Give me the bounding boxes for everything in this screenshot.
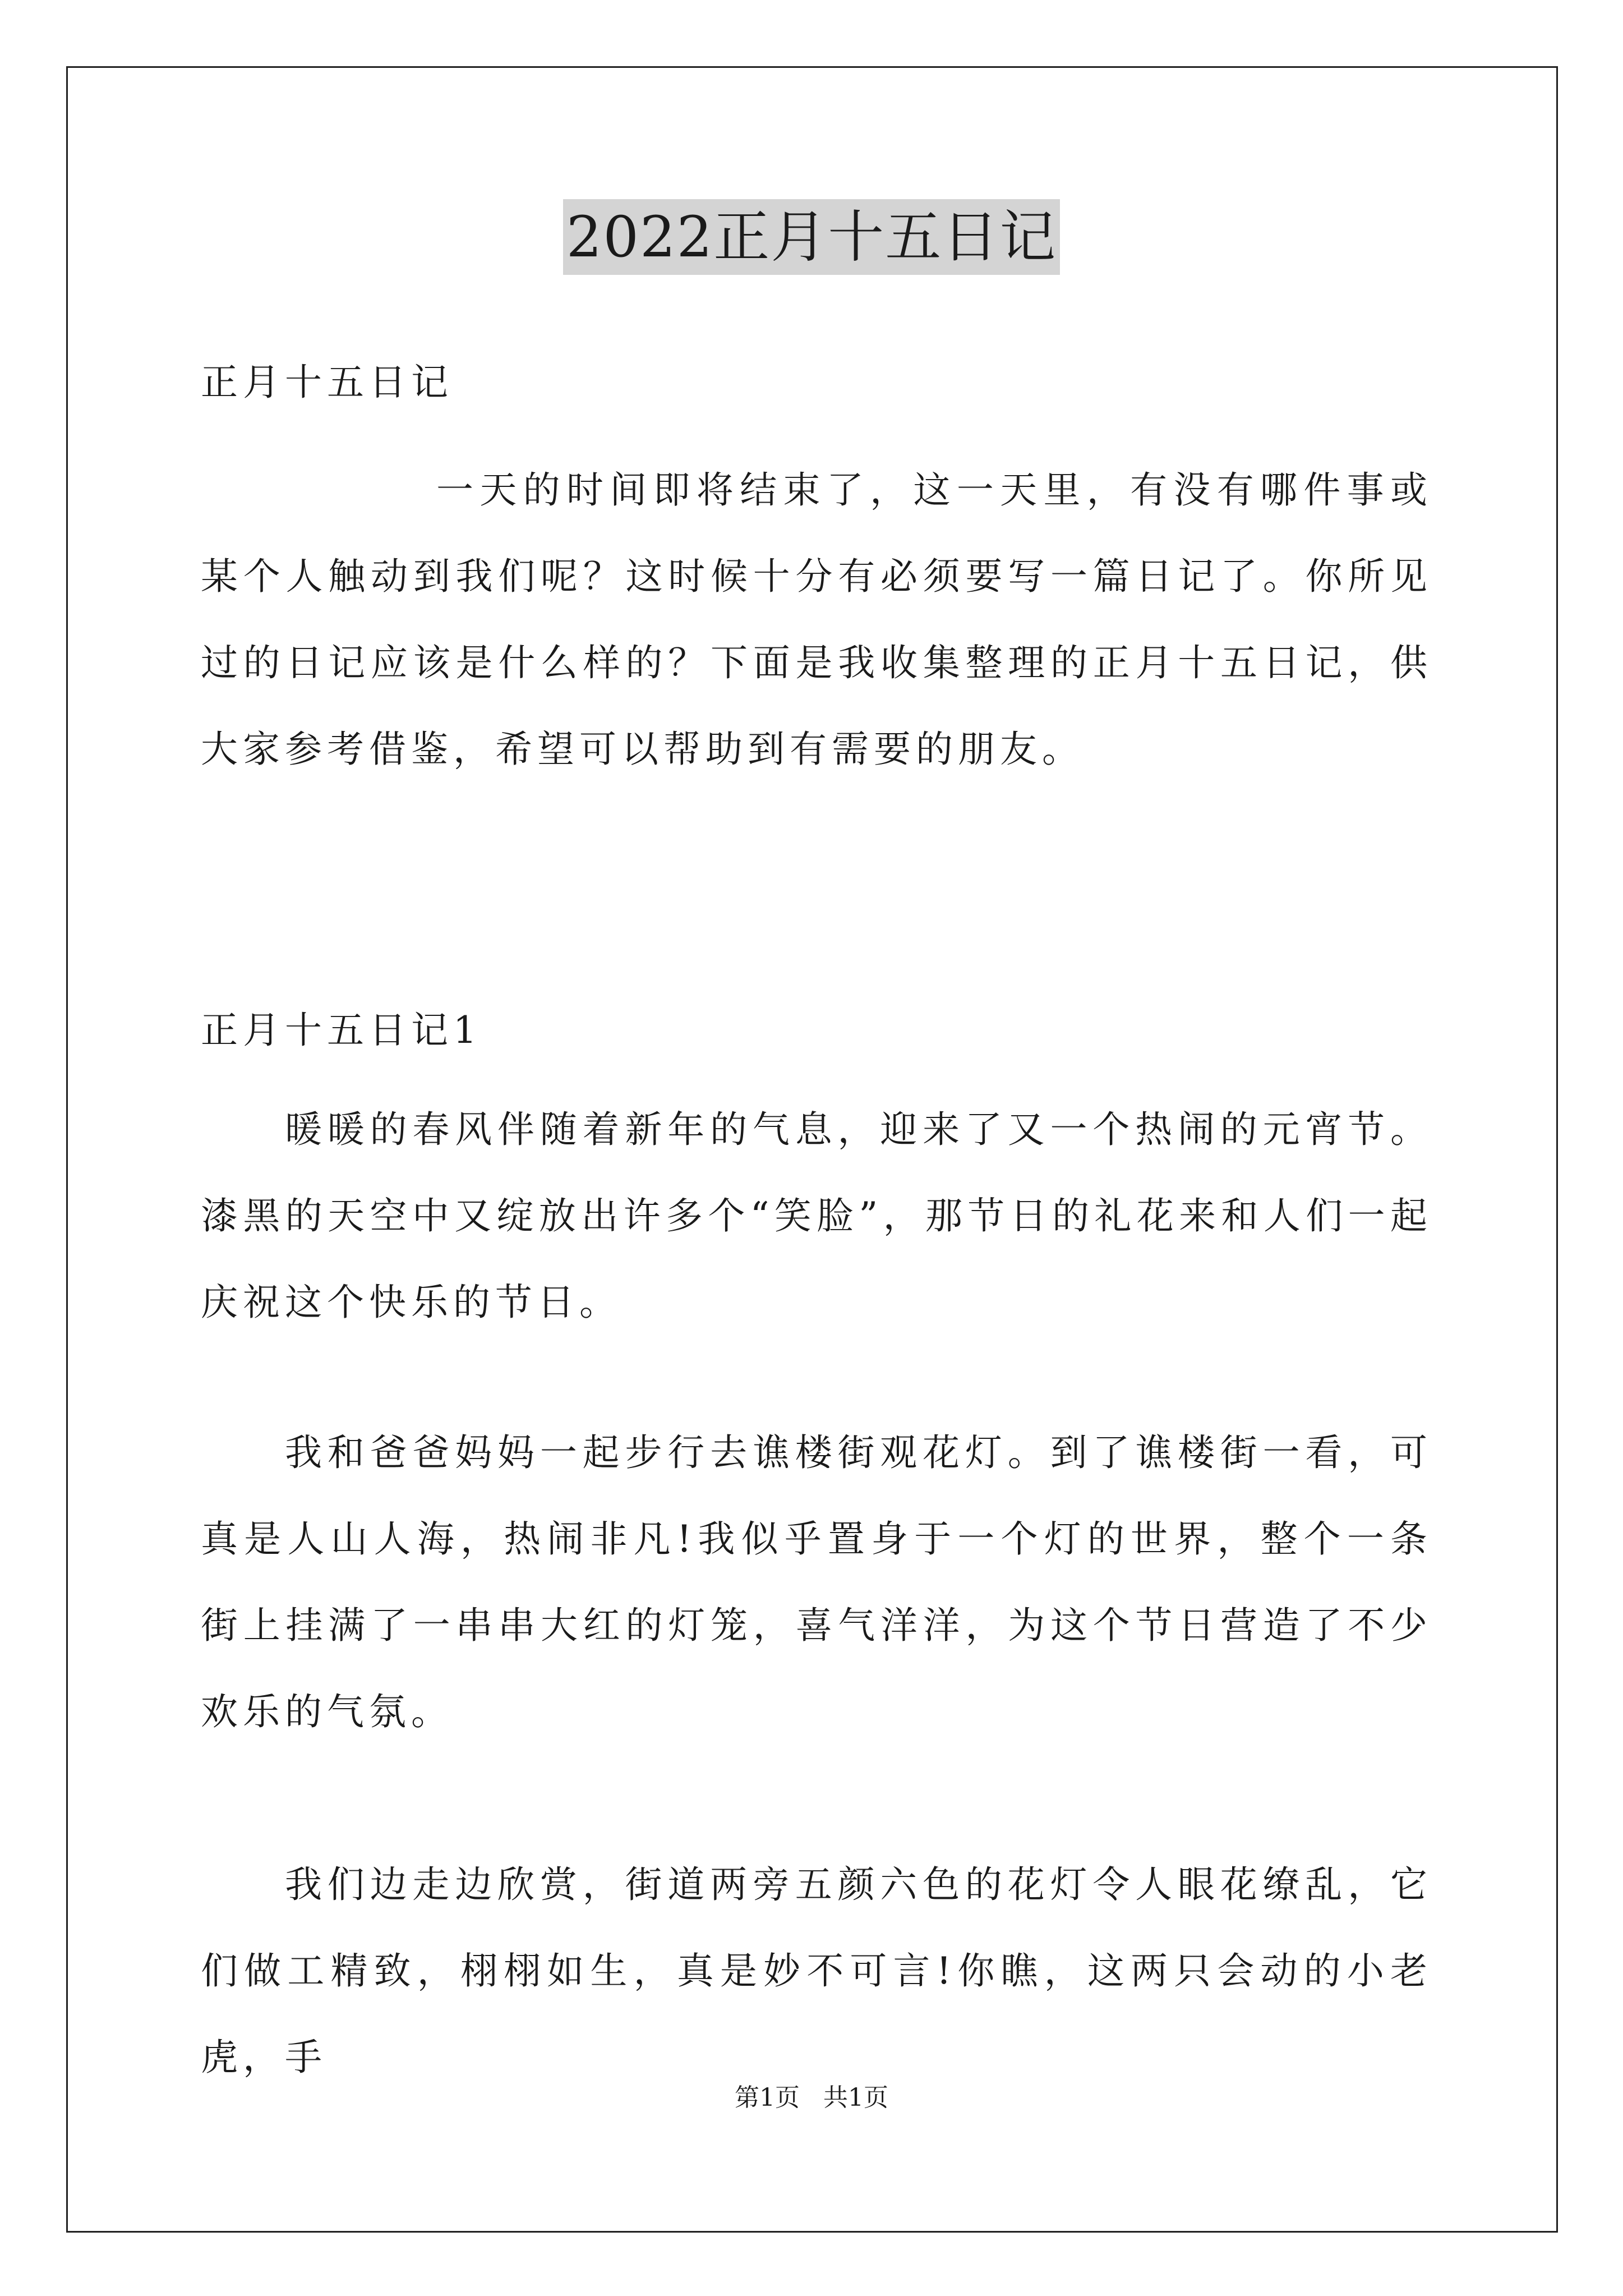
title-container bbox=[0, 199, 1623, 275]
body-paragraph: 我和爸爸妈妈一起步行去谯楼街观花灯。到了谯楼街一看，可真是人山人海，热闹非凡!我似乎置身于一个灯的世界，整个一条街上挂满了一串串大红的灯笼，喜气洋洋，为这个节日营造了不少欢乐的气氛。 bbox=[201, 1431, 1432, 1733]
section-heading: 正月十五日记1 bbox=[201, 1009, 482, 1052]
document-title: 2022正月十五日记 bbox=[563, 199, 1061, 275]
body-paragraph: 暖暖的春风伴随着新年的气息，迎来了又一个热闹的元宵节。漆黑的天空中又绽放出许多个“笑脸”，那节日的礼花来和人们一起庆祝这个快乐的节日。 bbox=[201, 1108, 1432, 1324]
page-number: 第1页 共1页 bbox=[735, 2083, 888, 2112]
intro-paragraph: 一天的时间即将结束了，这一天里，有没有哪件事或某个人触动到我们呢？这时候十分有必须要写一篇日记了。你所见过的日记应该是什么样的？下面是我收集整理的正月十五日记，供大家参考借鉴，希望可以帮助到有需要的朋友。 bbox=[201, 468, 1432, 771]
subtitle: 正月十五日记 bbox=[201, 361, 453, 404]
body-paragraph: 我们边走边欣赏，街道两旁五颜六色的花灯令人眼花缭乱，它们做工精致，栩栩如生，真是妙不可言!你瞧，这两只会动的小老虎，手 bbox=[201, 1863, 1432, 2079]
